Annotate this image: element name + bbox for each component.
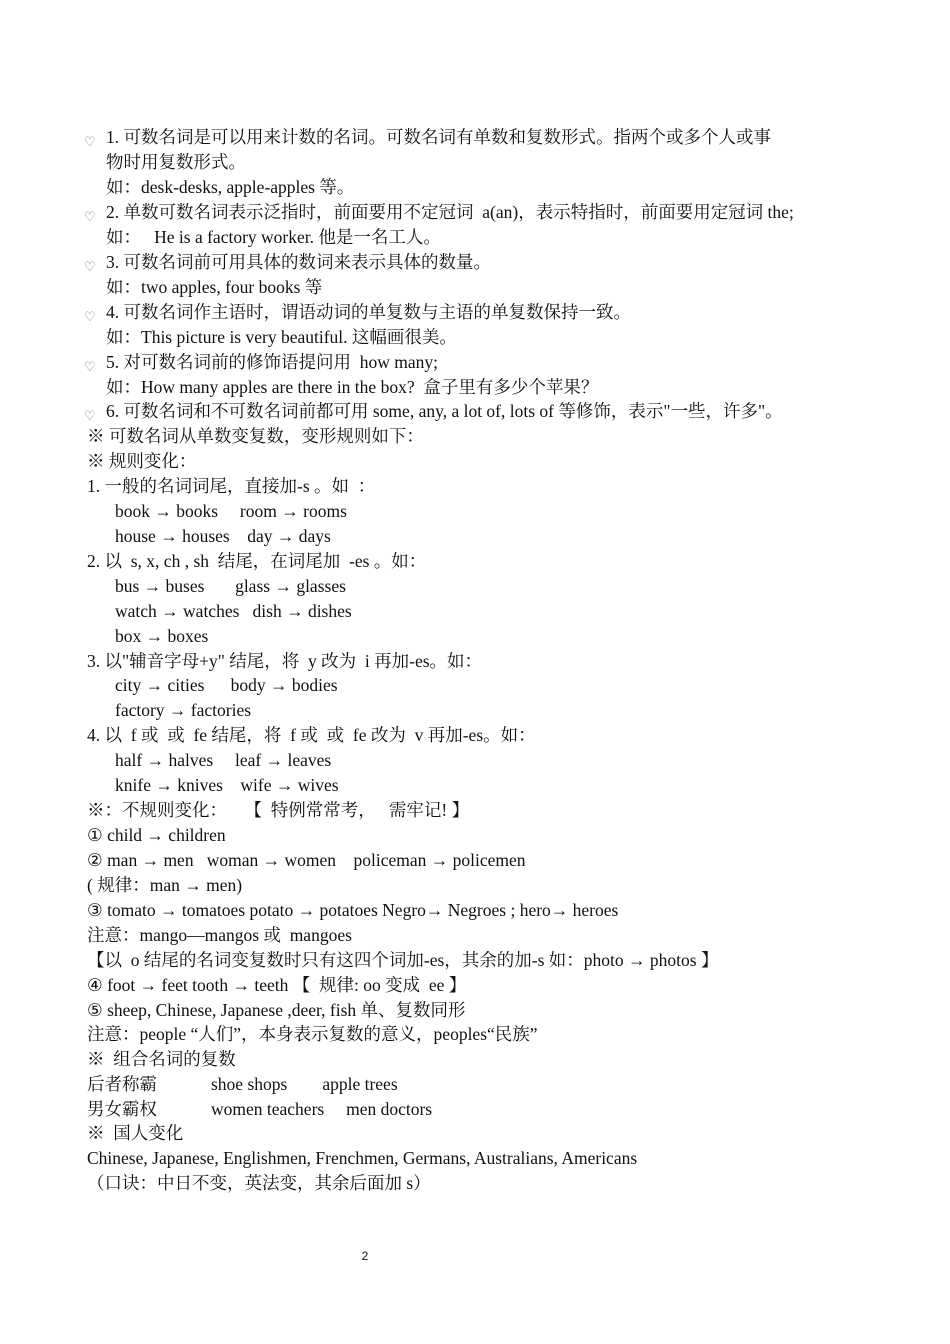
heart-outline-icon: ♡	[84, 309, 96, 324]
rule-1-example: house → houses day → days	[115, 526, 331, 546]
rule-2-example: box → boxes	[115, 626, 209, 646]
heart-outline-icon: ♡	[84, 408, 96, 423]
irregular-item-3-note: 【以 o 结尾的名词变复数时只有这四个词加-es，其余的加-s 如：photo → photos 】	[87, 950, 719, 970]
irregular-item-4: ④ foot → feet tooth → teeth 【 规律: oo 变成 ee 】	[87, 975, 467, 995]
page-number: 2	[361, 1249, 369, 1263]
compound-row-label: 男女霸权	[87, 1099, 157, 1119]
item-4-text: 4. 可数名词作主语时，谓语动词的单复数与主语的单复数保持一致。	[106, 302, 631, 322]
rules-intro: ※ 可数名词从单数变复数，变形规则如下：	[87, 426, 424, 446]
item-6-text: 6. 可数名词和不可数名词前都可用 some, any, a lot of, lots of 等修饰，表示"一些，许多"。	[106, 401, 783, 421]
heart-outline-icon: ♡	[84, 134, 96, 149]
compound-row-example: shoe shops apple trees	[211, 1074, 398, 1094]
rule-2-example: bus → buses glass → glasses	[115, 576, 346, 596]
nationality-title: ※ 国人变化	[87, 1123, 184, 1143]
irregular-item-5-note: 注意：people “人们”，本身表示复数的意义，peoples“民族”	[87, 1024, 538, 1044]
irregular-item-2-note: ( 规律：man → men)	[87, 875, 243, 895]
item-5-text: 5. 对可数名词前的修饰语提问用 how many;	[106, 352, 439, 372]
nationality-mnemonic: （口诀：中日不变，英法变，其余后面加 s）	[87, 1173, 431, 1193]
rule-2: 2. 以 s, x, ch , sh 结尾，在词尾加 -es 。如：	[87, 551, 427, 571]
item-2-text: 2. 单数可数名词表示泛指时，前面要用不定冠词 a(an)，表示特指时，前面要用定冠词 the;	[106, 202, 794, 222]
irregular-item-1: ① child → children	[87, 825, 226, 845]
heart-outline-icon: ♡	[84, 209, 96, 224]
rule-1: 1. 一般的名词词尾，直接加-s 。如 ：	[87, 476, 376, 496]
rule-1-example: book → books room → rooms	[115, 501, 347, 521]
compound-title: ※ 组合名词的复数	[87, 1049, 236, 1069]
rule-4-example: knife → knives wife → wives	[115, 775, 339, 795]
rule-4-example: half → halves leaf → leaves	[115, 750, 332, 770]
item-1-text: 1. 可数名词是可以用来计数的名词。可数名词有单数和复数形式。指两个或多个人或事	[106, 127, 771, 147]
rule-3: 3. 以"辅音字母+y" 结尾，将 y 改为 i 再加-es。如：	[87, 651, 483, 671]
compound-row-example: women teachers men doctors	[211, 1099, 433, 1119]
irregular-title: ※：不规则变化： 【 特例常常考， 需牢记! 】	[87, 800, 470, 820]
item-5-example: 如：How many apples are there in the box? 盒子里有多少个苹果？	[106, 377, 599, 397]
regular-title: ※ 规则变化：	[87, 451, 197, 471]
rule-3-example: city → cities body → bodies	[115, 675, 338, 695]
heart-outline-icon: ♡	[84, 259, 96, 274]
item-3-example: 如：two apples, four books 等	[106, 277, 323, 297]
item-1-continuation: 物时用复数形式。	[106, 152, 246, 172]
irregular-item-5: ⑤ sheep, Chinese, Japanese ,deer, fish 单、复数同形	[87, 1000, 466, 1020]
irregular-item-2: ② man → men woman → women policeman → policemen	[87, 850, 526, 870]
irregular-item-3: ③ tomato → tomatoes potato → potatoes Negro→ Negroes ; hero→ heroes	[87, 900, 619, 920]
heart-outline-icon: ♡	[84, 359, 96, 374]
irregular-item-3-note: 注意：mango—mangos 或 mangoes	[87, 925, 352, 945]
rule-4: 4. 以 f 或 或 fe 结尾，将 f 或 或 fe 改为 v 再加-es。如：	[87, 725, 536, 745]
nationality-list: Chinese, Japanese, Englishmen, Frenchmen, Germans, Australians, Americans	[87, 1148, 638, 1168]
compound-row-label: 后者称霸	[87, 1074, 157, 1094]
item-1-example: 如：desk-desks, apple-apples 等。	[106, 177, 355, 197]
rule-2-example: watch → watches dish → dishes	[115, 601, 352, 621]
item-2-example: 如： He is a factory worker. 他是一名工人。	[106, 227, 441, 247]
rule-3-example: factory → factories	[115, 700, 252, 720]
item-3-text: 3. 可数名词前可用具体的数词来表示具体的数量。	[106, 252, 491, 272]
item-4-example: 如：This picture is very beautiful. 这幅画很美。	[106, 327, 457, 347]
